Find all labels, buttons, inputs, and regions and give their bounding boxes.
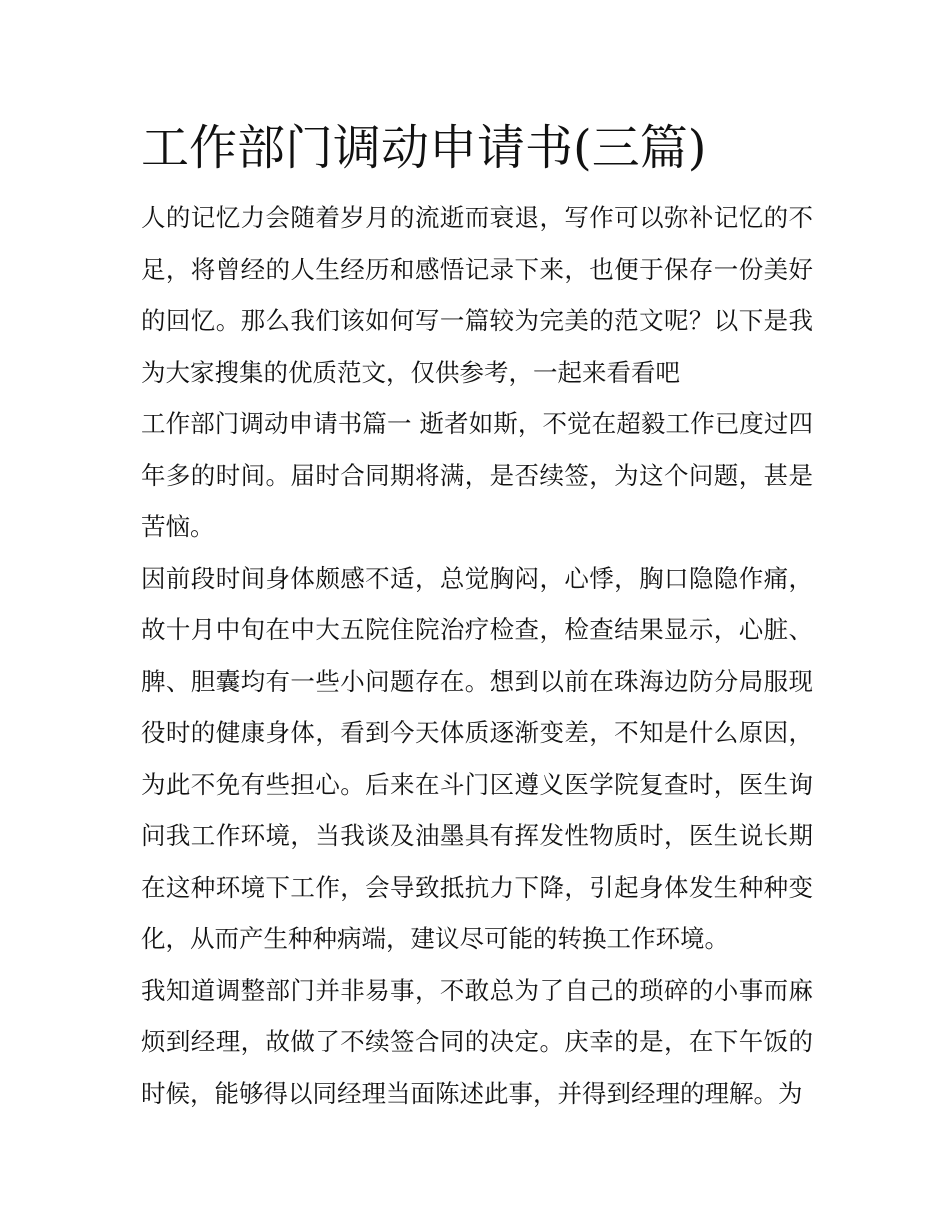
paragraph-3: 我知道调整部门并非易事，不敢总为了自己的琐碎的小事而麻烦到经理，故做了不续签合同的决定。庆幸的是，在下午饭的时候，能够得以同经理当面陈述此事，并得到经理的理解。为 xyxy=(141,975,813,1108)
document-title: 工作部门调动申请书(三篇) xyxy=(141,120,707,176)
document-body xyxy=(141,118,813,1119)
paragraph-intro: 人的记忆力会随着岁月的流逝而衰退，写作可以弥补记忆的不足，将曾经的人生经历和感悟记录下来，也便于保存一份美好的回忆。那么我们该如何写一篇较为完美的范文呢？以下是我为大家搜集的优质范文，仅供参考，一起来看看吧 xyxy=(141,203,813,387)
paragraph-2: 因前段时间身体颇感不适，总觉胸闷，心悸，胸口隐隐作痛，故十月中旬在中大五院住院治疗检查，检查结果显示，心脏、脾、胆囊均有一些小问题存在。想到以前在珠海边防分局服现役时的健康身体，看到今天体质逐渐变差，不知是什么原因，为此不免有些担心。后来在斗门区遵义医学院复查时，医生询问我工作环境，当我谈及油墨具有挥发性物质时，医生说长期在这种环境下工作，会导致抵抗力下降，引起身体发生种种变化，从而产生种种病端，建议尽可能的转换工作环境。 xyxy=(141,563,813,953)
paragraph-1: 工作部门调动申请书篇一 逝者如斯，不觉在超毅工作已度过四年多的时间。届时合同期将满，是否续签，为这个问题，甚是苦恼。 xyxy=(141,409,813,541)
